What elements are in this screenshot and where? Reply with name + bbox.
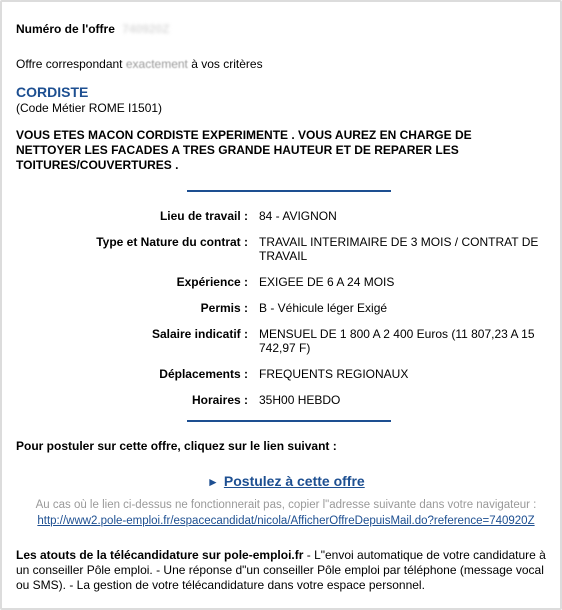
atouts-text: - L"envoi automatique de votre candidature à un conseiller Pôle emploi. - Une réponse d"un conseiller Pôle emploi par téléphone (message vocal ou SMS). - La gestion de votre télécandidature dans votre espace personnel. xyxy=(16,548,546,592)
divider-top xyxy=(187,190,391,192)
atouts-section xyxy=(16,548,550,593)
criteria-text-start: Offre correspondant xyxy=(16,57,126,71)
detail-value-deplacements: FREQUENTS REGIONAUX xyxy=(259,367,409,381)
detail-value-horaires: 35H00 HEBDO xyxy=(259,393,341,407)
criteria-match-text xyxy=(16,57,263,71)
detail-label-lieu: Lieu de travail : xyxy=(159,209,248,223)
detail-value-permis: B - Véhicule léger Exigé xyxy=(259,301,388,315)
detail-value-lieu: 84 - AVIGNON xyxy=(259,209,337,223)
apply-link[interactable] xyxy=(207,473,365,489)
detail-value-salaire: MENSUEL DE 1 800 A 2 400 Euros (11 807,23 A 15 742,97 F) xyxy=(259,327,535,355)
fallback-instructions: Au cas où le lien ci-dessus ne fonctionnerait pas, copier l"adresse suivante dans votre navigateur : xyxy=(35,499,537,511)
detail-label-experience: Expérience : xyxy=(176,275,248,289)
job-title: CORDISTE xyxy=(16,84,89,100)
detail-value-experience: EXIGEE DE 6 A 24 MOIS xyxy=(259,275,395,289)
detail-label-permis: Permis : xyxy=(200,301,248,315)
detail-label-salaire: Salaire indicatif : xyxy=(151,327,248,341)
detail-label-contrat: Type et Nature du contrat : xyxy=(96,235,248,249)
offer-number-row xyxy=(16,22,170,36)
divider-bottom xyxy=(187,420,391,422)
arrow-right-icon: ► xyxy=(207,475,219,489)
atouts-heading: Les atouts de la télécandidature sur pole-emploi.fr xyxy=(16,548,304,562)
apply-link-label[interactable]: Postulez à cette offre xyxy=(223,473,365,489)
criteria-text-emphasis: exactement xyxy=(125,57,188,71)
detail-label-horaires: Horaires : xyxy=(191,393,248,407)
fallback-url-link[interactable]: http://www2.pole-emploi.fr/espacecandidat/nicola/AfficherOffreDepuisMail.do?reference=740920Z xyxy=(37,515,535,527)
rome-code: (Code Métier ROME I1501) xyxy=(16,101,163,115)
offer-number-value: 740920Z xyxy=(122,22,170,36)
criteria-text-end: à vos critères xyxy=(187,57,263,71)
offer-number-label: Numéro de l'offre xyxy=(16,22,115,36)
apply-intro-text: Pour postuler sur cette offre, cliquez sur le lien suivant : xyxy=(16,439,337,453)
job-description: VOUS ETES MACON CORDISTE EXPERIMENTE . VOUS AUREZ EN CHARGE DE NETTOYER LES FACADES A TRES GRANDE HAUTEUR ET DE REPARER LES TOITURES/COUVERTURES . xyxy=(16,128,472,172)
detail-label-deplacements: Déplacements : xyxy=(159,367,248,381)
detail-value-contrat: TRAVAIL INTERIMAIRE DE 3 MOIS / CONTRAT DE TRAVAIL xyxy=(259,235,539,263)
